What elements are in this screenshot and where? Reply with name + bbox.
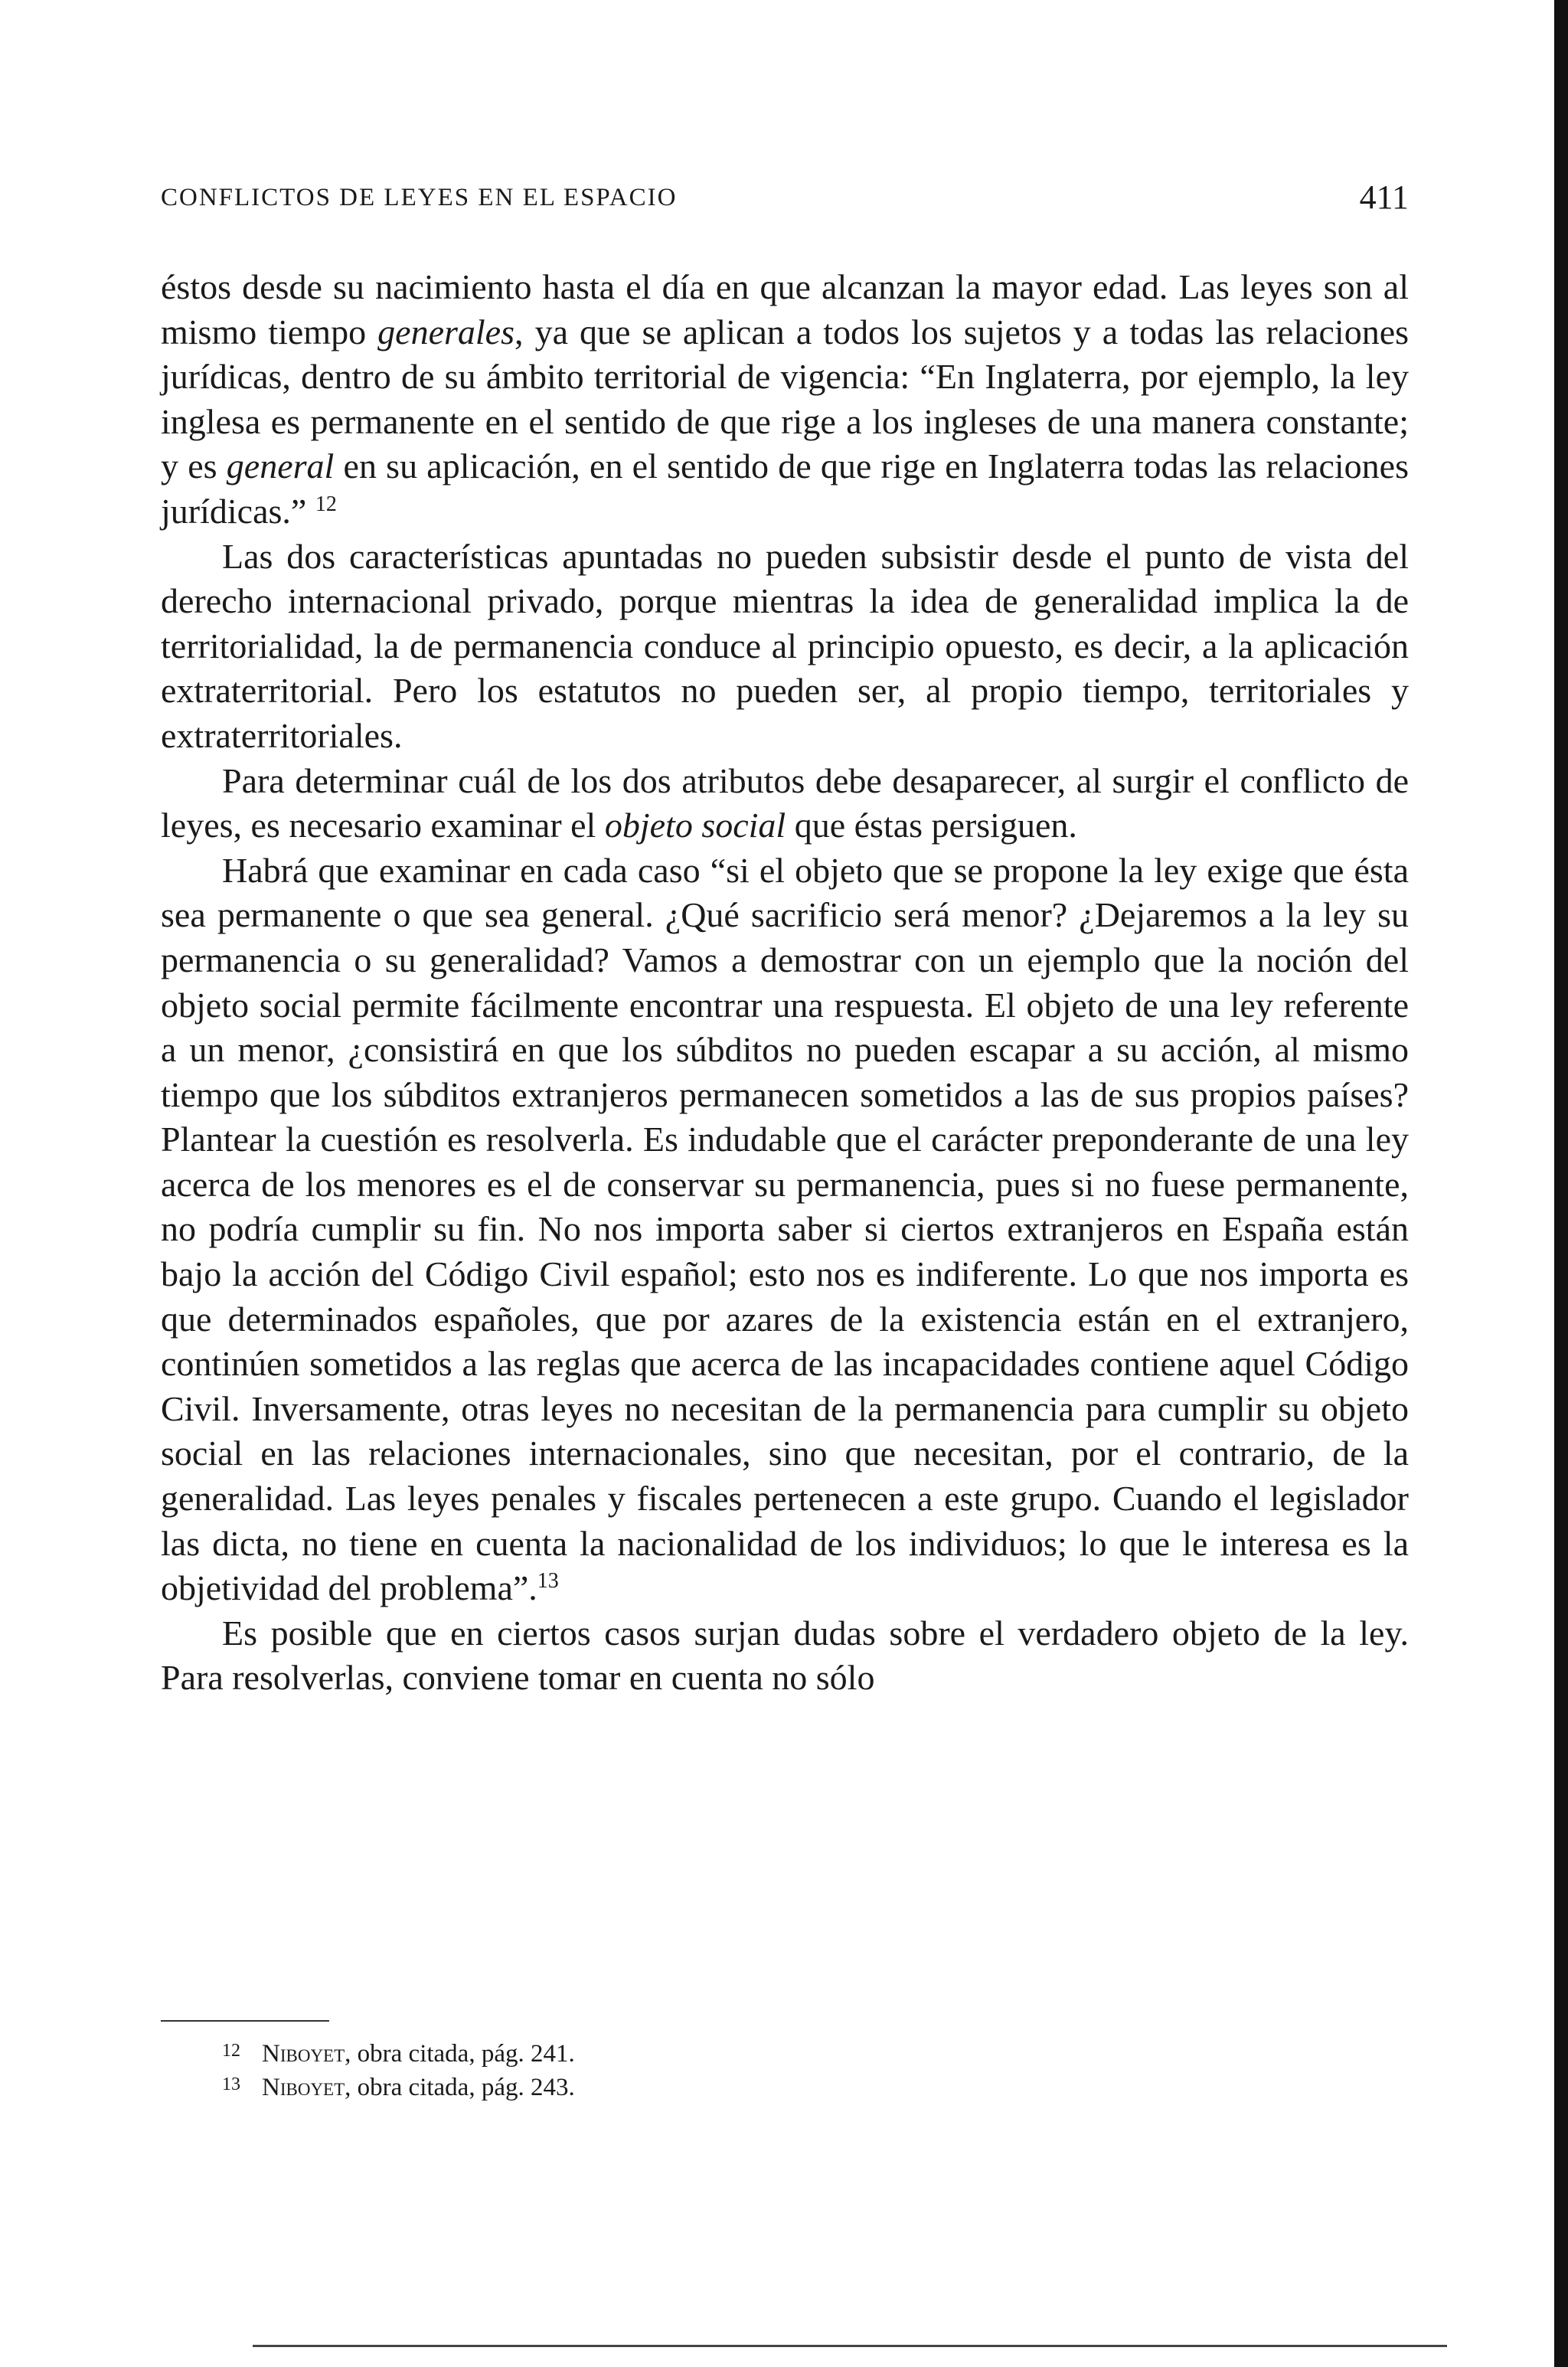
footnote-13 [222,2071,1294,2104]
body-text [161,265,1409,1701]
scan-page-edge [1554,0,1568,2367]
footnote-number: 12 [222,2041,240,2061]
footnote-ref-13[interactable]: 13 [537,1569,559,1594]
footnote-author: Niboyet [262,2040,345,2068]
footnote-citation: , obra citada, pág. 241. [345,2040,575,2068]
footnote-divider [161,2020,329,2022]
paragraph-4: Habrá que examinar en cada caso “si el objeto que se propone la ley exige que ésta sea permanente o que sea general. ¿Qué sacrificio será menor? ¿Dejaremos a la ley su permanencia o su generalidad? Vamos a demostrar con un ejemplo que la noción del objeto social permite fácilmente encontrar una respuesta. El objeto de una ley referente a un menor, ¿consistirá en que los súbditos no pueden escapar a su acción, al mismo tiempo que los súbditos extranjeros permanecen sometidos a las de sus propios países? Plantear la cuestión es resolverla. Es indudable que el carácter preponderante de una ley acerca de los menores es el de conservar su permanencia, pues si no fuese permanente, no podría cumplir su fin. No nos importa saber si ciertos extranjeros en España están bajo la acción del Código Civil español; esto nos es indiferente. Lo que nos importa es que determinados españoles, que por azares de la existencia están en el extranjero, continúen sometidos a las reglas que acerca de las incapacidades contiene aquel Código Civil. Inversamente, otras leyes no necesitan de la permanencia para cumplir su objeto social en las relaciones internacionales, sino que necesitan, por el contrario, de la generalidad. Las leyes penales y fiscales pertenecen a este grupo. Cuando el legislador las dicta, no tiene en cuenta la nacionalidad de los individuos; lo que le interesa es la objetividad del problema”.$^{13}$ [161,850,1409,1608]
running-head: CONFLICTOS DE LEYES EN EL ESPACIO [161,184,678,211]
emphasis-general: general [226,446,335,486]
emphasis-generales: generales [377,312,514,351]
footnote-citation: , obra citada, pág. 243. [345,2074,575,2101]
footnotes [222,2037,1294,2104]
footnote-12 [222,2037,1294,2071]
emphasis-objeto-social: objeto social [604,806,786,845]
page-number: 411 [1359,178,1409,216]
scan-bottom-rule [253,2345,1447,2347]
paragraph-3: Para determinar cuál de los dos atributos debe desaparecer, al surgir el conflicto de leyes, es necesario examinar el objeto social que éstas persiguen. [161,760,1409,845]
paragraph-5: Es posible que en ciertos casos surjan dudas sobre el verdadero objeto de la ley. Para resolverlas, conviene tomar en cuenta no sólo [161,1613,1409,1698]
footnote-ref-12[interactable]: 12 [315,492,337,516]
page-header [161,178,1409,224]
paragraph-2: Las dos características apuntadas no pueden subsistir desde el punto de vista del derecho internacional privado, porque mientras la idea de generalidad implica la de territorialidad, la de permanencia conduce al principio opuesto, es decir, a la aplicación extraterritorial. Pero los estatutos no pueden ser, al propio tiempo, territoriales y extraterritoriales. [161,536,1409,755]
paragraph-1: éstos desde su nacimiento hasta el día en que alcanzan la mayor edad. Las leyes son al mismo tiempo generales, ya que se aplican a todos los sujetos y a todas las relaciones jurídicas, dentro de su ámbito territorial de vigencia: “En Inglaterra, por ejemplo, la ley inglesa es permanente en el sentido de que rige a los ingleses de una manera constante; y es general en su aplicación, en el sentido de que rige en Inglaterra todas las relaciones jurídicas.” $^{12}$ [161,267,1410,531]
footnote-number: 13 [222,2074,240,2094]
footnote-author: Niboyet [262,2074,345,2101]
